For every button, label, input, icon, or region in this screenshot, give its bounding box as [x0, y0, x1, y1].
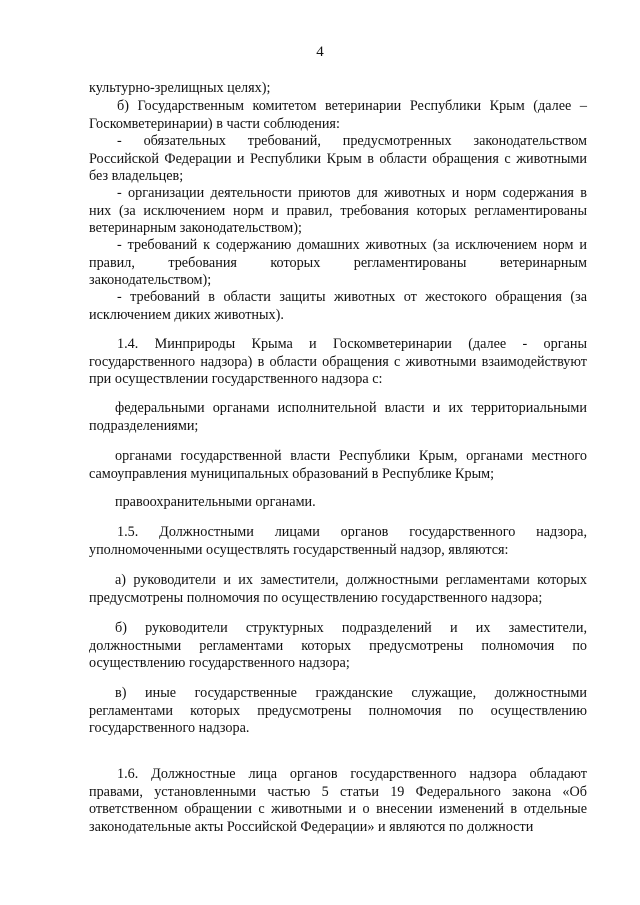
paragraph-cultural-purposes: культурно-зрелищных целях);: [89, 80, 271, 96]
paragraph-mandatory-requirements: - обязательных требований, предусмотренных законодательством Российской Федерации и Республики Крым в области обращения с животными без владельцев;: [89, 133, 587, 184]
paragraph-item-b: б) руководители структурных подразделений и их заместители, должностными регламентами которых предусмотрены полномочия по осуществлению государственного надзора;: [89, 620, 587, 671]
paragraph-crimea-authorities: органами государственной власти Республики Крым, органами местного самоуправления муниципальных образований в Республике Крым;: [89, 448, 587, 482]
paragraph-item-a: а) руководители и их заместители, должностными регламентами которых предусмотрены полномочия по осуществлению государственного надзора;: [89, 572, 587, 606]
page-number: 4: [316, 44, 324, 60]
paragraph-shelters: - организации деятельности приютов для животных и норм содержания в них (за исключением норм и правил, требования которых регламентированы ветеринарным законодательством);: [89, 185, 587, 236]
paragraph-1-4: 1.4. Минприроды Крыма и Госкомветеринарии (далее - органы государственного надзора) в области обращения с животными взаимодействуют при осуществлении государственного надзора с:: [89, 336, 587, 387]
paragraph-1-6: 1.6. Должностные лица органов государственного надзора обладают правами, установленными частью 5 статьи 19 Федерального закона «Об ответственном обращении с животными и о внесении изменений в отдельные законодательные акты Российской Федерации» и являются по должности: [89, 766, 587, 835]
paragraph-1-5: 1.5. Должностными лицами органов государственного надзора, уполномоченными осуществлять государственный надзор, являются:: [89, 524, 587, 558]
paragraph-cruelty-protection: - требований в области защиты животных от жестокого обращения (за исключением диких животных).: [89, 289, 587, 323]
paragraph-law-enforcement: правоохранительными органами.: [115, 494, 316, 510]
paragraph-goskomveterinarii: б) Государственным комитетом ветеринарии Республики Крым (далее – Госкомветеринарии) в части соблюдения:: [89, 98, 587, 132]
paragraph-item-v: в) иные государственные гражданские служащие, должностными регламентами которых предусмотрены полномочия по осуществлению государственного надзора.: [89, 685, 587, 736]
paragraph-federal-bodies: федеральными органами исполнительной власти и их территориальными подразделениями;: [89, 400, 587, 434]
paragraph-domestic-animals: - требований к содержанию домашних животных (за исключением норм и правил, требования которых регламентированы ветеринарным законодательством);: [89, 237, 587, 288]
